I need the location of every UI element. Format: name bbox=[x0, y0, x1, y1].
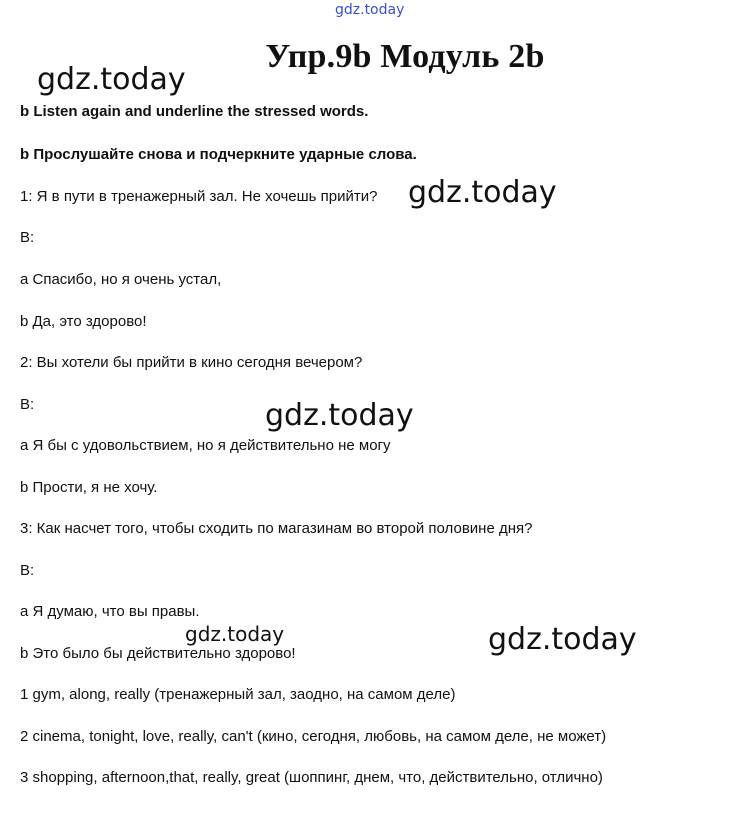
dialogue-line-1: 1: Я в пути в тренажерный зал. Не хочешь прийти? bbox=[20, 188, 378, 205]
answer-line-2: 2 cinema, tonight, love, really, can't (кино, сегодня, любовь, на самом деле, не может) bbox=[20, 728, 607, 745]
dialogue-line-7: a Я бы с удовольствием, но я действительно не могу bbox=[20, 437, 391, 454]
instruction-english: b Listen again and underline the stressed words. bbox=[20, 103, 369, 120]
dialogue-line-8: b Прости, я не хочу. bbox=[20, 479, 158, 496]
dialogue-line-3: a Спасибо, но я очень устал, bbox=[20, 271, 222, 288]
dialogue-line-11: a Я думаю, что вы правы. bbox=[20, 603, 200, 620]
dialogue-line-10: В: bbox=[20, 562, 35, 579]
top-watermark: gdz.today bbox=[335, 2, 405, 18]
watermark-3: gdz.today bbox=[265, 398, 414, 433]
dialogue-line-4: b Да, это здорово! bbox=[20, 313, 147, 330]
dialogue-line-9: 3: Как насчет того, чтобы сходить по магазинам во второй половине дня? bbox=[20, 520, 533, 537]
dialogue-line-2: В: bbox=[20, 229, 35, 246]
answer-line-1: 1 gym, along, really (тренажерный зал, заодно, на самом деле) bbox=[20, 686, 456, 703]
watermark-5: gdz.today bbox=[488, 622, 637, 657]
watermark-4: gdz.today bbox=[185, 622, 285, 646]
dialogue-line-12: b Это было бы действительно здорово! bbox=[20, 645, 296, 662]
watermark-1: gdz.today bbox=[37, 62, 186, 97]
answer-line-3: 3 shopping, afternoon,that, really, great (шоппинг, днем, что, действительно, отлично) bbox=[20, 769, 603, 786]
dialogue-line-6: В: bbox=[20, 396, 35, 413]
instruction-russian: b Прослушайте снова и подчеркните ударные слова. bbox=[20, 146, 417, 163]
watermark-2: gdz.today bbox=[408, 175, 557, 210]
page-title: Упр.9b Модуль 2b bbox=[265, 38, 545, 75]
dialogue-line-5: 2: Вы хотели бы прийти в кино сегодня вечером? bbox=[20, 354, 363, 371]
